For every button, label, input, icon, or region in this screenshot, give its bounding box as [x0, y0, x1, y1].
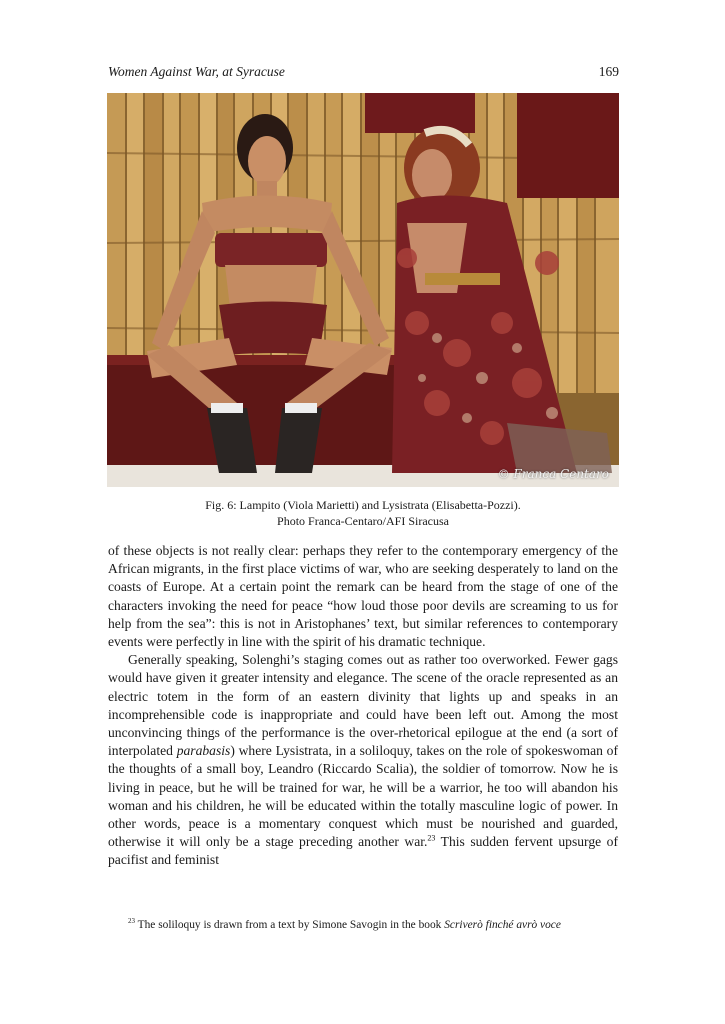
footnote-text: The soliloquy is drawn from a text by Simone Savogin in the book — [135, 919, 445, 931]
running-title: Women Against War, at Syracuse — [108, 64, 285, 79]
photo-credit: © Franca Centaro — [497, 467, 609, 481]
footnote-number: 23 — [128, 917, 135, 926]
red-panel-right — [517, 93, 619, 198]
footnote-book-title: Scriverò finché avrò voce — [444, 919, 561, 931]
red-panel-top — [365, 93, 475, 133]
paragraph-2-part-b: ) where Lysistrata, in a soliloquy, takes on the role of spokeswoman of the thoughts of a small boy, Leandro (Riccardo Scalia), the soldier of tomorrow. Now he is living in peace, but he will be trained for war, he will be a warrior, he too will abandon his woman and his children, he will be educated within the totally masculine logic of power. In other words, peace is a momentary conquest which must be nourished and guarded, otherwise it will only be a stage preceding another war. — [108, 743, 619, 850]
footnote-reference[interactable]: 23 — [427, 833, 436, 843]
body-text — [108, 542, 618, 870]
caption-line-1: Fig. 6: Lampito (Viola Marietti) and Lysistrata (Elisabetta-Pozzi). — [205, 498, 521, 512]
footnote — [108, 918, 618, 933]
paragraph-2 — [108, 651, 618, 869]
figure-caption — [107, 497, 619, 529]
stage-photo-illustration — [107, 93, 619, 487]
paragraph-1: of these objects is not really clear: perhaps they refer to the contemporary emergency of the African migrants, in the first place victims of war, who are seeking desperately to land on the coasts of Europe. At a certain point the remark can be heard from the stage of one of the characters invoking the need for peace “how loud those poor devils are screaming to us for help from the sea”: this is not in Aristophanes’ text, but similar references to contemporary events were perfectly in line with the spirit of his dramatic technique. — [108, 543, 618, 650]
paragraph-2-part-a: Generally speaking, Solenghi’s staging comes out as rather too overworked. Fewer gags would have given it greater intensity and elegance. The scene of the oracle represented as an electric totem in the form of an eastern divinity that lights up and speaks in an incomprehensible code is inappropriate and could have been left out. Among the most unconvincing things of the performance is the over-rhetorical epilogue at the end (a sort of interpolated — [108, 652, 618, 759]
paragraph-2-part-c: This sudden fervent upsurge of pacifist and feminist — [108, 834, 618, 868]
paragraph-2-emphasis: parabasis — [176, 743, 231, 759]
caption-line-2: Photo Franca-Centaro/AFI Siracusa — [277, 514, 449, 528]
page-number: 169 — [598, 64, 619, 79]
running-head — [108, 64, 619, 80]
figure-photo — [107, 93, 619, 487]
